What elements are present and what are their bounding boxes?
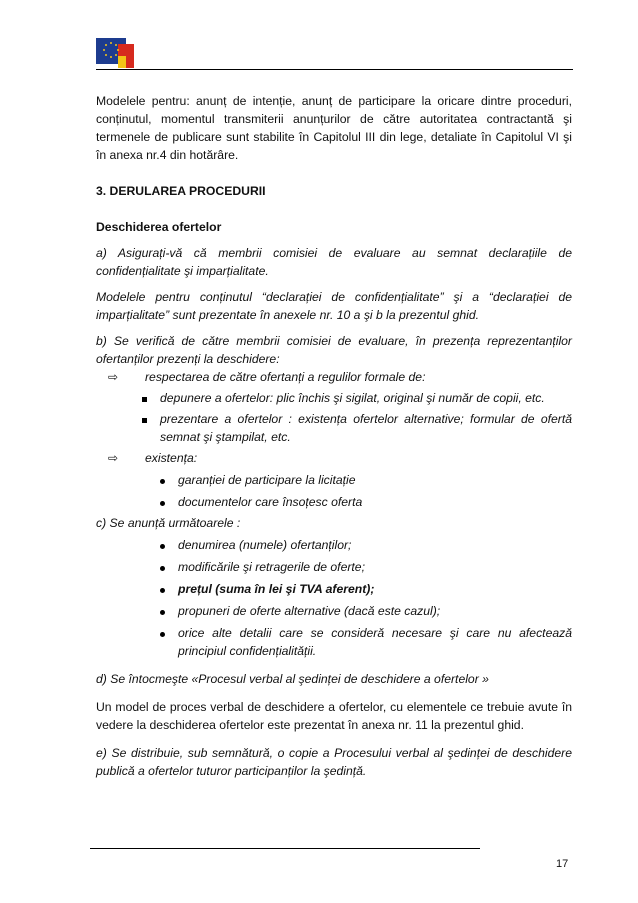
paragraph-a: a) Asigurați-vă că membrii comisiei de evaluare au semnat declarațiile de confidențialitate şi imparțialitate. bbox=[96, 246, 572, 278]
list-item bbox=[96, 558, 572, 576]
round-bullet-icon bbox=[160, 471, 165, 489]
list-item-label: denumirea (numele) ofertanților; bbox=[178, 538, 352, 552]
list-item-label: orice alte detalii care se consideră necesare şi care nu afectează principiul confidențialității. bbox=[178, 626, 572, 658]
round-bullet-icon bbox=[160, 536, 165, 554]
model-pv-paragraph: Un model de proces verbal de deschidere a ofertelor, cu elementele ce trebuie avute în vedere la deschiderea ofertelor este prezentat în anexa nr. 11 la prezentul ghid. bbox=[96, 700, 572, 732]
models-intro-paragraph: Modelele pentru: anunț de intenție, anunț de participare la oricare dintre proceduri, conținutul, momentul transmiterii anunțurilor de către autoritatea contractantă şi termenele de publicare sunt stabilite în Capitolul III din lege, detaliate în Capitolul VI şi în anexa nr.4 din hotărâre. bbox=[96, 94, 572, 162]
list-item-label: prezentare a ofertelor : existența ofertelor alternative; formular de ofertă semnat şi ştampilat, etc. bbox=[160, 412, 572, 444]
list-item-label: documentelor care însoțesc oferta bbox=[178, 495, 363, 509]
round-bullet-icon bbox=[160, 580, 165, 598]
paragraph-e: e) Se distribuie, sub semnătură, o copie a Procesului verbal al şedinței de deschidere publică a ofertelor tuturor participanților la şedință. bbox=[96, 746, 572, 778]
section-heading: 3. DERULAREA PROCEDURII bbox=[96, 184, 266, 198]
round-bullet-icon bbox=[160, 493, 165, 511]
page-content bbox=[96, 92, 572, 780]
list-item bbox=[96, 602, 572, 620]
paragraph-d: d) Se întocmeşte «Procesul verbal al şedinței de deschidere a ofertelor » bbox=[96, 672, 489, 686]
list-item-label: depunere a ofertelor: plic închis şi sigilat, original şi număr de copii, etc. bbox=[160, 391, 545, 405]
list-item-label: prețul (suma în lei şi TVA aferent); bbox=[178, 582, 375, 596]
list-item bbox=[96, 449, 572, 467]
page-number: 17 bbox=[556, 858, 569, 870]
eu-flag-logo bbox=[96, 38, 134, 68]
arrow-icon: ⇨ bbox=[108, 370, 119, 384]
list-item bbox=[96, 580, 572, 598]
header-rule bbox=[96, 69, 573, 70]
round-bullet-icon bbox=[160, 558, 165, 576]
list-item bbox=[96, 536, 572, 554]
footer-rule bbox=[90, 848, 480, 849]
paragraph-c: c) Se anunță următoarele : bbox=[96, 516, 241, 530]
models-declaration-paragraph: Modelele pentru conținutul “declarației de confidențialitate” şi a “declarației de imparțialitate” sunt prezentate în anexele nr. 10 a şi b la prezentul ghid. bbox=[96, 290, 572, 322]
list-item-label: modificările şi retragerile de oferte; bbox=[178, 560, 365, 574]
list-item-label: propuneri de oferte alternative (dacă este cazul); bbox=[178, 604, 441, 618]
square-bullet-icon bbox=[142, 410, 147, 428]
list-item bbox=[96, 389, 572, 407]
round-bullet-icon bbox=[160, 624, 165, 642]
paragraph-b: b) Se verifică de către membrii comisiei de evaluare, în prezența reprezentanților ofertanților prezenți la deschidere: bbox=[96, 334, 572, 366]
list-item bbox=[96, 471, 572, 489]
list-item bbox=[96, 493, 572, 511]
subheading: Deschiderea ofertelor bbox=[96, 220, 222, 234]
arrow-icon: ⇨ bbox=[108, 451, 119, 465]
list-item bbox=[96, 368, 572, 386]
list-item bbox=[96, 410, 572, 446]
list-item-label: existența: bbox=[145, 451, 198, 465]
square-bullet-icon bbox=[142, 389, 147, 407]
list-item-label: respectarea de către ofertanți a regulilor formale de: bbox=[145, 370, 426, 384]
list-item-label: garanției de participare la licitație bbox=[178, 473, 356, 487]
list-item bbox=[96, 624, 572, 660]
round-bullet-icon bbox=[160, 602, 165, 620]
